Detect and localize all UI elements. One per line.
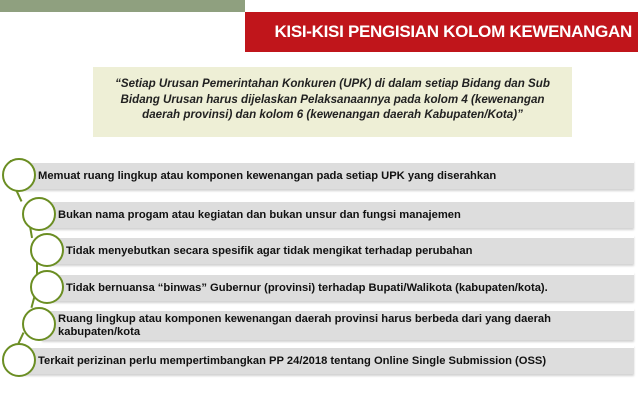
list-item [22, 345, 634, 374]
slide-title: KISI-KISI PENGISIAN KOLOM KEWENANGAN [245, 12, 638, 52]
list-item-text: Terkait perizinan perlu mempertimbangkan PP 24/2018 tentang Online Single Submission (OSS) [38, 354, 547, 367]
list-item [50, 272, 634, 301]
bullet-circle [30, 270, 64, 304]
list-item [42, 199, 634, 228]
bullet-circle [30, 233, 64, 267]
list-item [50, 235, 634, 264]
bullet-circle [22, 197, 56, 231]
list-item [22, 160, 634, 189]
quote-box: “Setiap Urusan Pemerintahan Konkuren (UPK) di dalam setiap Bidang dan Sub Bidang Urusan harus dijelaskan Pelaksanaannya pada kolom 4 (kewenangan daerah provinsi) dan kolom 6 (kewenangan daerah Kabupaten/Kota)” [93, 67, 572, 137]
list-item-text: Ruang lingkup atau komponen kewenangan daerah provinsi harus berbeda dari yang daerah kabupaten/kota [58, 312, 551, 338]
list-item-text: Memuat ruang lingkup atau komponen kewenangan pada setiap UPK yang diserahkan [38, 169, 497, 182]
list-item-text: Bukan nama progam atau kegiatan dan bukan unsur dan fungsi manajemen [58, 208, 461, 221]
list-item-text: Tidak menyebutkan secara spesifik agar tidak mengikat terhadap perubahan [66, 244, 473, 257]
bullet-circle [22, 307, 56, 341]
bullet-circle [2, 158, 36, 192]
list-item [42, 308, 634, 340]
list-item-text: Tidak bernuansa “binwas” Gubernur (provinsi) terhadap Bupati/Walikota (kabupaten/kota). [66, 281, 548, 294]
bullet-circle [2, 343, 36, 377]
